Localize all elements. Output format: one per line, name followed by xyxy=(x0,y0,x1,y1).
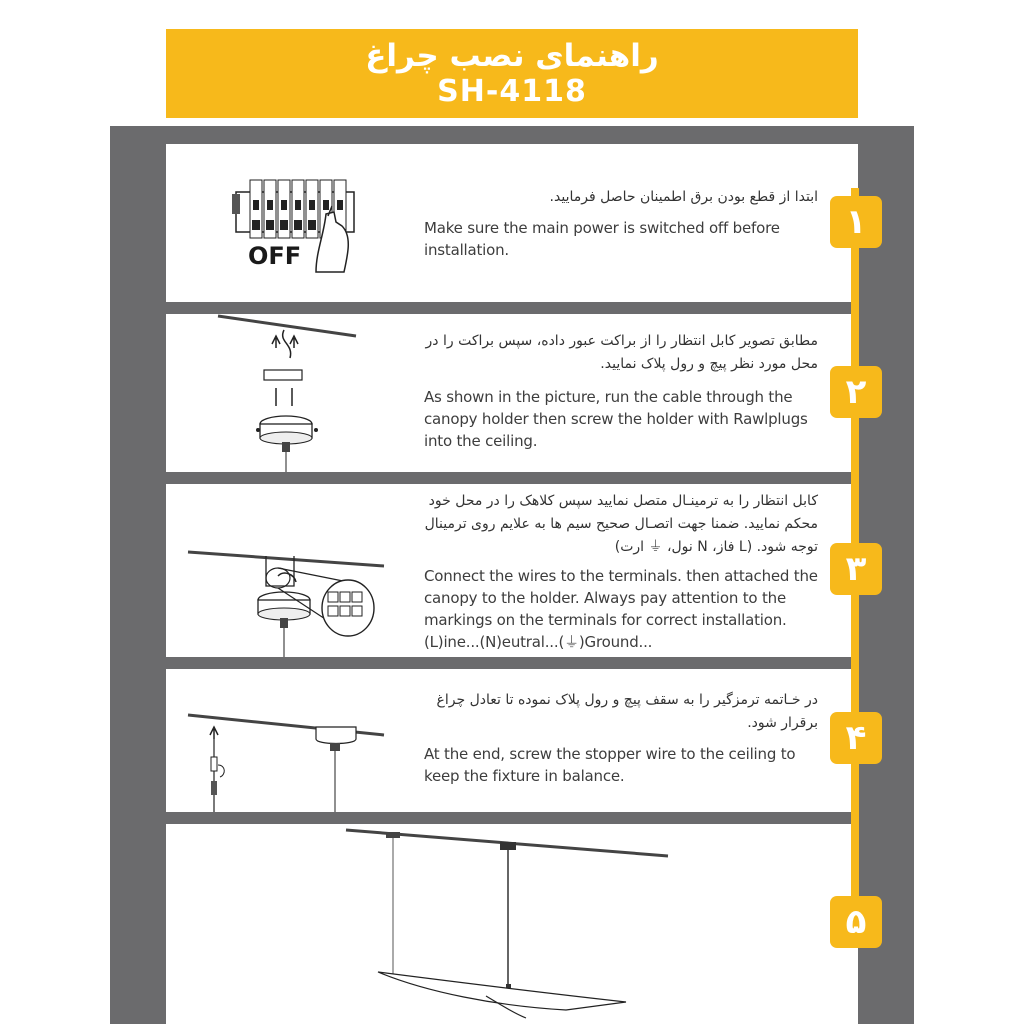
step-2-fa: مطابق تصویر کابل انتظار را از براکت عبور داده، سپس براکت را در محل مورد نظر پیچ و رول پلاک نمایید. xyxy=(425,333,818,372)
step-5-panel xyxy=(166,824,858,1024)
step-2-en: As shown in the picture, run the cable through the canopy holder then screw the holder with Rawlplugs into the ceiling. xyxy=(424,388,808,450)
canopy-holder-illustration xyxy=(166,314,416,472)
step-2-panel xyxy=(166,314,858,472)
breaker-illustration xyxy=(166,144,416,302)
step-3-fa: کابل انتظار را به ترمینـال متصل نمایید سپس کلاهک را در محل خود محکم نمایید. ضمنا جهت اتصـال صحیح سیم ها به علایم روی ترمینال توجه شود. (L فاز، N نول، ⏚ ارت) xyxy=(424,493,818,555)
title-persian: راهنمای نصب چراغ xyxy=(365,38,659,74)
model-number: SH-4118 xyxy=(437,74,587,109)
step-1-badge: ۱ xyxy=(830,196,882,248)
step-5-badge: ۵ xyxy=(830,896,882,948)
step-3-en: Connect the wires to the terminals. then attached the canopy to the holder. Always pay attention to the markings on the terminals for correct installation. (L)ine...(N)eutral...(⏚)Ground... xyxy=(424,567,818,651)
step-1-panel xyxy=(166,144,858,302)
step-3-panel xyxy=(166,484,858,657)
step-1-fa: ابتدا از قطع بودن برق اطمینان حاصل فرمایید. xyxy=(549,189,818,205)
step-3-text xyxy=(424,490,818,653)
step-1-text xyxy=(424,186,818,261)
step-2-badge: ۲ xyxy=(830,366,882,418)
step-4-en: At the end, screw the stopper wire to the ceiling to keep the fixture in balance. xyxy=(424,745,796,785)
stopper-wire-illustration xyxy=(166,669,416,812)
finished-fixture-illustration xyxy=(166,824,858,1024)
step-1-en: Make sure the main power is switched off before installation. xyxy=(424,219,780,259)
off-label: OFF xyxy=(248,242,302,270)
terminal-wiring-illustration xyxy=(166,484,416,657)
step-4-badge: ۴ xyxy=(830,712,882,764)
step-4-panel xyxy=(166,669,858,812)
step-4-text xyxy=(424,689,818,787)
step-4-fa: در خـاتمه ترمزگیر را به سقف پیچ و رول پلاک نموده تا تعادل چراغ برقرار شود. xyxy=(436,692,818,731)
step-2-text xyxy=(424,330,818,452)
title-banner xyxy=(166,29,858,118)
step-3-badge: ۳ xyxy=(830,543,882,595)
